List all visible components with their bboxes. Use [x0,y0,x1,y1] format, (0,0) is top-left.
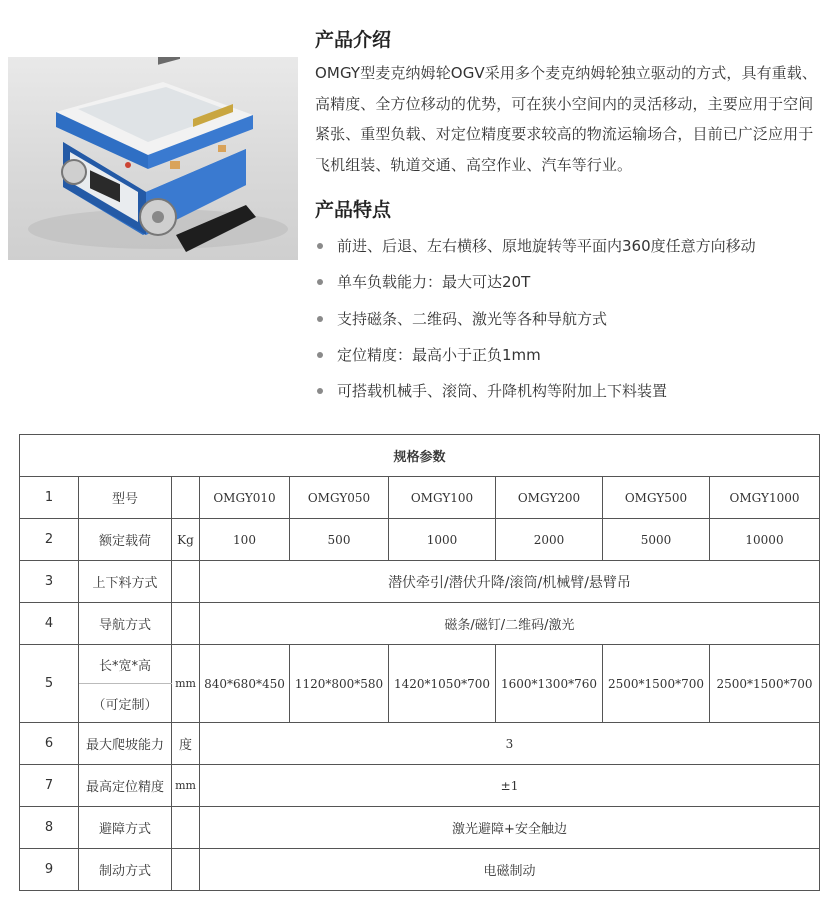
product-photo [8,57,298,260]
row-label: 避障方式 [79,807,172,849]
row-unit [172,561,200,603]
features-title: 产品特点 [315,199,392,221]
spec-table [19,434,820,891]
row-label: 上下料方式 [79,561,172,603]
row-label: 长*宽*高 [79,645,172,684]
bullet-icon [317,243,323,249]
intro-title: 产品介绍 [315,29,392,51]
feature-item: 前进、后退、左右横移、原地旋转等平面内360度任意方向移动 [315,232,827,268]
row-unit: mm [172,765,200,807]
row-unit [172,603,200,645]
bullet-icon [317,352,323,358]
table-row: 6 最大爬坡能力 度 3 [20,723,820,765]
row-label: 制动方式 [79,849,172,891]
row-unit [172,807,200,849]
row-label: 额定载荷 [79,519,172,561]
spec-table-title: 规格参数 [20,435,820,477]
row-unit: Kg [172,519,200,561]
bullet-icon [317,388,323,394]
row-unit: 度 [172,723,200,765]
feature-item: 定位精度：最高小于正负1mm [315,341,827,377]
row-label: 最高定位精度 [79,765,172,807]
bullet-icon [317,316,323,322]
row-label: 最大爬坡能力 [79,723,172,765]
row-unit: mm [172,645,200,723]
table-row: 1 型号 OMGY010 OMGY050 OMGY100 OMGY200 OMGY500 OMGY1000 [20,477,820,519]
row-unit [172,849,200,891]
table-row: 9 制动方式 电磁制动 [20,849,820,891]
table-row: 2 额定载荷 Kg 100 500 1000 2000 5000 10000 [20,519,820,561]
row-unit [172,477,200,519]
feature-item: 支持磁条、二维码、激光等各种导航方式 [315,305,827,341]
table-row: 7 最高定位精度 mm ±1 [20,765,820,807]
feature-item: 可搭载机械手、滚筒、升降机构等附加上下料装置 [315,377,827,413]
row-label: 型号 [79,477,172,519]
feature-item: 单车负载能力：最大可达20T [315,268,827,304]
table-row: 8 避障方式 激光避障+安全触边 [20,807,820,849]
features-list [315,232,827,413]
table-row: 5 长*宽*高 mm 840*680*450 1120*800*580 1420*1050*700 1600*1300*760 2500*1500*700 2500*1500*700 [20,645,820,684]
row-label: 导航方式 [79,603,172,645]
bullet-icon [317,279,323,285]
intro-paragraph: OMGY型麦克纳姆轮OGV采用多个麦克纳姆轮独立驱动的方式，具有重载、高精度、全方位移动的优势，可在狭小空间内的灵活移动，主要应用于空间紧张、重型负载、对定位精度要求较高的物流运输场合，目前已广泛应用于飞机组装、轨道交通、高空作业、汽车等行业。 [315,64,817,174]
table-row: 4 导航方式 磁条/磁钉/二维码/激光 [20,603,820,645]
table-row: 3 上下料方式 潜伏牵引/潜伏升降/滚筒/机械臂/悬臂吊 [20,561,820,603]
omgv-vehicle-illustration [8,57,298,260]
row-label-note: （可定制） [79,684,172,723]
